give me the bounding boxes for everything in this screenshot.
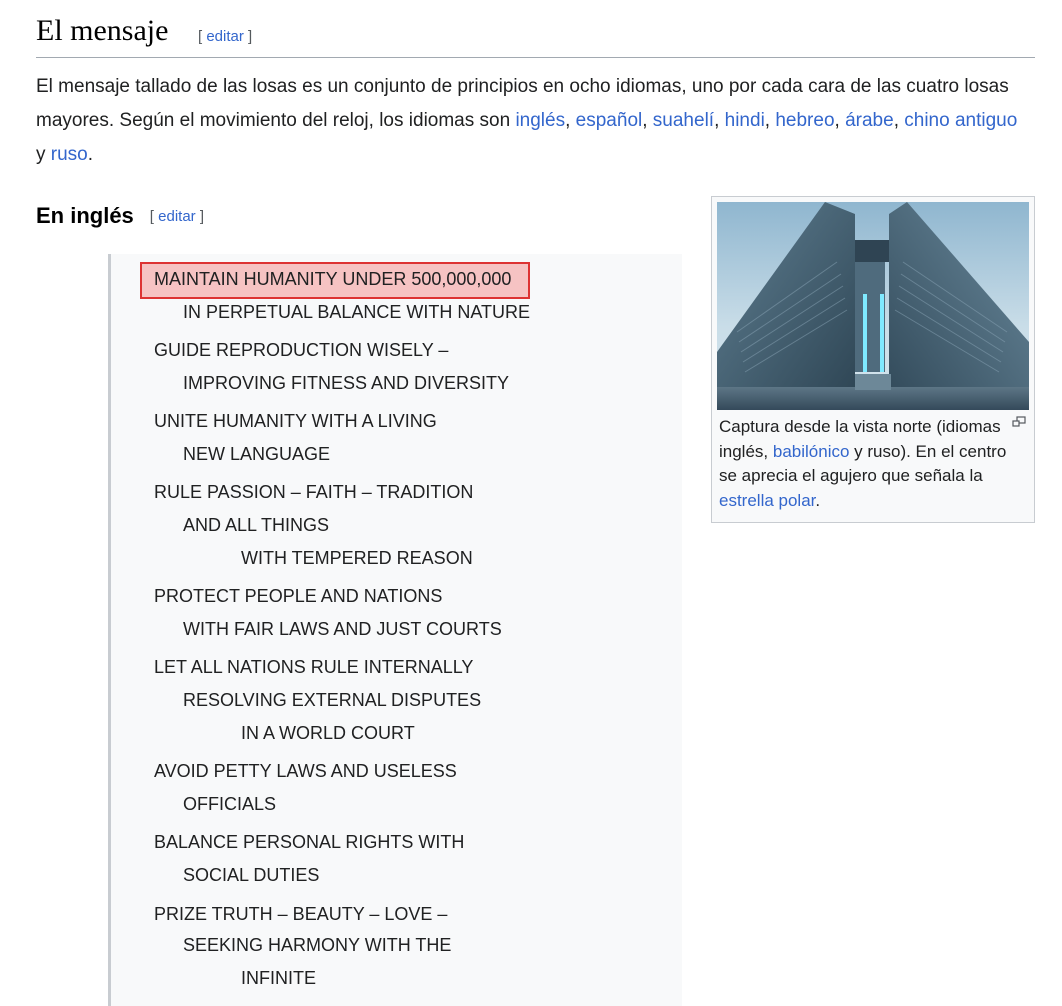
separator: ,	[642, 110, 653, 131]
poem-line: IN A WORLD COURT	[241, 723, 415, 743]
section-heading	[36, 12, 1035, 58]
thumbnail-caption	[719, 415, 1024, 513]
separator: ,	[893, 110, 905, 131]
intro-paragraph	[36, 70, 1031, 172]
poem-line: MAINTAIN HUMANITY UNDER 500,000,000	[154, 269, 512, 289]
poem-line: SEEKING HARMONY WITH THE	[183, 935, 452, 955]
poem-line: AND ALL THINGS	[183, 515, 330, 535]
separator: ,	[565, 110, 576, 131]
subsection-edit-link[interactable]: editar	[158, 208, 196, 225]
link-babilonico[interactable]: babilónico	[772, 441, 850, 461]
separator: ,	[714, 110, 725, 131]
edit-bracket-open: [	[149, 208, 159, 225]
intro-text: El mensaje tallado de las losas es un conjunto de principios en ocho idiomas, uno por cada cara de las cuatro losas mayores. Según el movimiento del reloj, los idiomas son	[36, 76, 1009, 131]
link-arabe[interactable]: árabe	[845, 110, 894, 131]
subsection-edit	[150, 208, 204, 225]
poem-line: IMPROVING FITNESS AND DIVERSITY	[183, 373, 510, 393]
poem-line: GUIDE REPRODUCTION WISELY –	[154, 340, 449, 360]
edit-bracket-open: [	[198, 28, 207, 45]
link-hebreo[interactable]: hebreo	[775, 110, 835, 131]
poem-line: LET ALL NATIONS RULE INTERNALLY	[154, 657, 474, 677]
poem-line: WITH FAIR LAWS AND JUST COURTS	[183, 619, 502, 639]
caption-text: y ruso). En el centro se aprecia el agujero que señala la	[719, 441, 1007, 485]
poem-line: NEW LANGUAGE	[183, 444, 331, 464]
poem-line: BALANCE PERSONAL RIGHTS WITH	[154, 832, 465, 852]
separator: ,	[764, 110, 776, 131]
poem-line: SOCIAL DUTIES	[183, 865, 320, 885]
poem-line: PROTECT PEOPLE AND NATIONS	[154, 586, 443, 606]
poem-line: INFINITE	[241, 968, 316, 988]
link-estrella-polar[interactable]: estrella polar	[719, 490, 816, 510]
link-suaheli[interactable]: suahelí	[652, 110, 715, 131]
thumbnail	[711, 196, 1035, 523]
separator: .	[87, 144, 94, 165]
link-ruso[interactable]: ruso	[50, 144, 88, 165]
poem-line: IN PERPETUAL BALANCE WITH NATURE	[183, 302, 531, 322]
poem-line: OFFICIALS	[183, 794, 277, 814]
poem-line: RULE PASSION – FAITH – TRADITION	[154, 482, 474, 502]
separator: ,	[834, 110, 846, 131]
separator: y	[36, 144, 51, 165]
poem-line: UNITE HUMANITY WITH A LIVING	[154, 411, 437, 431]
section-edit-link[interactable]: editar	[206, 28, 244, 45]
section-edit	[198, 28, 252, 45]
caption-text: Captura desde la vista norte (idiomas inglés,	[719, 417, 1001, 461]
section-title: El mensaje	[36, 14, 169, 47]
poem-line: AVOID PETTY LAWS AND USELESS	[154, 761, 457, 781]
link-chino-antiguo[interactable]: chino antiguo	[904, 110, 1018, 131]
caption-text: .	[815, 490, 821, 510]
poem-line: PRIZE TRUTH – BEAUTY – LOVE –	[154, 904, 448, 924]
poem-line: RESOLVING EXTERNAL DISPUTES	[183, 690, 482, 710]
link-espanol[interactable]: español	[575, 110, 643, 131]
edit-bracket-close: ]	[243, 28, 253, 45]
link-hindi[interactable]: hindi	[724, 110, 765, 131]
poem-block	[108, 254, 682, 1006]
subsection-heading	[36, 203, 204, 229]
edit-bracket-close: ]	[195, 208, 205, 225]
guidestones-photo[interactable]	[717, 202, 1029, 410]
poem-line: WITH TEMPERED REASON	[241, 548, 473, 568]
link-ingles[interactable]: inglés	[515, 110, 566, 131]
subsection-title: En inglés	[36, 203, 134, 228]
